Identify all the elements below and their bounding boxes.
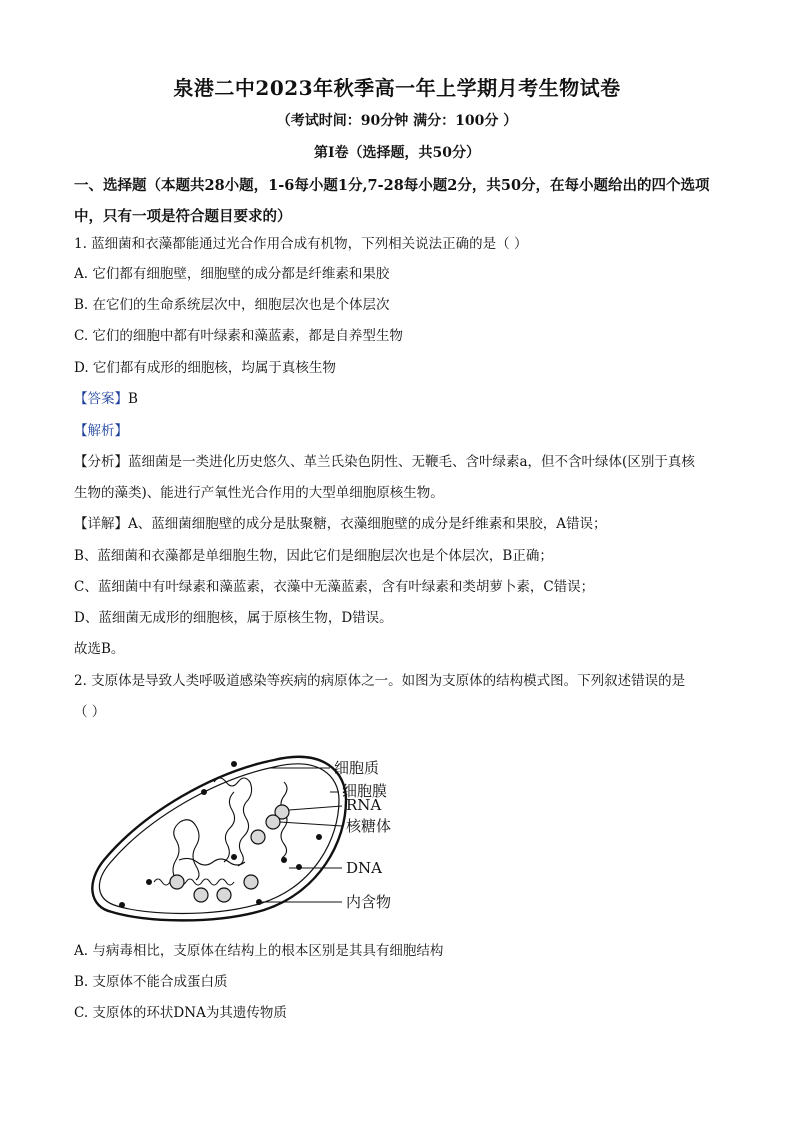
label-dna: DNA [346, 859, 382, 877]
inclusion-dot [146, 879, 152, 885]
ribosome [194, 888, 208, 902]
dna-loop-2 [214, 778, 252, 866]
question-1-option-d: D. 它们都有成形的细胞核，均属于真核生物 [74, 360, 336, 376]
xiangjie-line [74, 514, 607, 534]
explain-line-b: B、蓝细菌和衣藻都是单细胞生物，因此它们是细胞层次也是个体层次，B正确； [74, 548, 553, 564]
xiangjie-text: A、蓝细菌细胞壁的成分是肽聚糖，衣藻细胞壁的成分是纤维素和果胶，A错误； [128, 516, 607, 532]
explain-line-c: C、蓝细菌中有叶绿素和藻蓝素，衣藻中无藻蓝素，含有叶绿素和类胡萝卜素，C错误； [74, 579, 595, 595]
ribosome [266, 815, 280, 829]
question-2-stem-2: （ ） [74, 704, 106, 720]
question-1-stem: 1. 蓝细菌和衣藻都能通过光合作用合成有机物，下列相关说法正确的是（ ） [74, 236, 528, 252]
dna-loop-3 [224, 792, 235, 862]
inclusion-dot [296, 864, 302, 870]
question-1-option-b: B. 在它们的生命系统层次中，细胞层次也是个体层次 [74, 297, 390, 313]
fenxi-line-2: 生物的藻类)、能进行产氧性光合作用的大型单细胞原核生物。 [74, 485, 444, 501]
section-heading: 一、选择题（本题共28小题，1-6每小题1分,7-28每小题2分，共50分，在每小题给出的四个选项中，只有一项是符合题目要求的） [74, 177, 710, 225]
answer-line [74, 389, 138, 409]
inclusion-dot [281, 857, 287, 863]
mycoplasma-diagram [84, 742, 424, 922]
fenxi-tag: 【分析】 [74, 454, 128, 470]
fenxi-line-1 [74, 452, 695, 472]
exam-title: 泉港二中2023年秋季高一年上学期月考生物试卷 [173, 76, 621, 100]
question-2-option-c: C. 支原体的环状DNA为其遗传物质 [74, 1005, 287, 1021]
answer-value: B [128, 391, 138, 407]
label-inclusion: 内含物 [346, 893, 392, 911]
dna-loop-4 [281, 782, 287, 858]
question-1-option-c: C. 它们的细胞中都有叶绿素和藻蓝素，都是自养型生物 [74, 328, 403, 344]
inclusion-dot [256, 899, 262, 905]
conclusion-line: 故选B。 [74, 641, 125, 657]
analysis-tag: 【解析】 [74, 423, 128, 439]
inclusion-dot [119, 902, 125, 908]
answer-tag: 【答案】 [74, 391, 128, 407]
ribosome [217, 888, 231, 902]
ribosome [244, 875, 258, 889]
question-2-stem-1: 2. 支原体是导致人类呼吸道感染等疾病的病原体之一。如图为支原体的结构模式图。下列叙述错误的是 [74, 673, 686, 689]
label-cell-membrane: 细胞膜 [342, 782, 388, 800]
label-rna: RNA [346, 796, 382, 814]
inclusion-dot [316, 834, 322, 840]
dna-strand [154, 879, 234, 885]
explain-line-d: D、蓝细菌无成形的细胞核，属于原核生物，D错误。 [74, 610, 393, 626]
fenxi-text-1: 蓝细菌是一类进化历史悠久、革兰氏染色阴性、无鞭毛、含叶绿素a，但不含叶绿体(区别于真核 [128, 454, 695, 470]
question-1-option-a: A. 它们都有细胞壁，细胞壁的成分都是纤维素和果胶 [74, 266, 390, 282]
question-2-option-a: A. 与病毒相比，支原体在结构上的根本区别是其具有细胞结构 [74, 943, 444, 959]
exam-info: （考试时间：90分钟 满分：100分 ） [276, 113, 518, 129]
inclusion-dot [231, 761, 237, 767]
dna-loop-1 [173, 820, 199, 880]
analysis-line [74, 421, 128, 441]
ribosome [251, 830, 265, 844]
ribosome [170, 875, 184, 889]
inclusion-dot [201, 789, 207, 795]
part-title: 第Ⅰ卷（选择题，共50分） [313, 145, 481, 161]
question-2-option-b: B. 支原体不能合成蛋白质 [74, 974, 228, 990]
label-ribosome: 核糖体 [346, 817, 392, 835]
inclusion-dot [231, 854, 237, 860]
xiangjie-tag: 【详解】 [74, 516, 128, 532]
label-cytoplasm: 细胞质 [334, 759, 380, 777]
